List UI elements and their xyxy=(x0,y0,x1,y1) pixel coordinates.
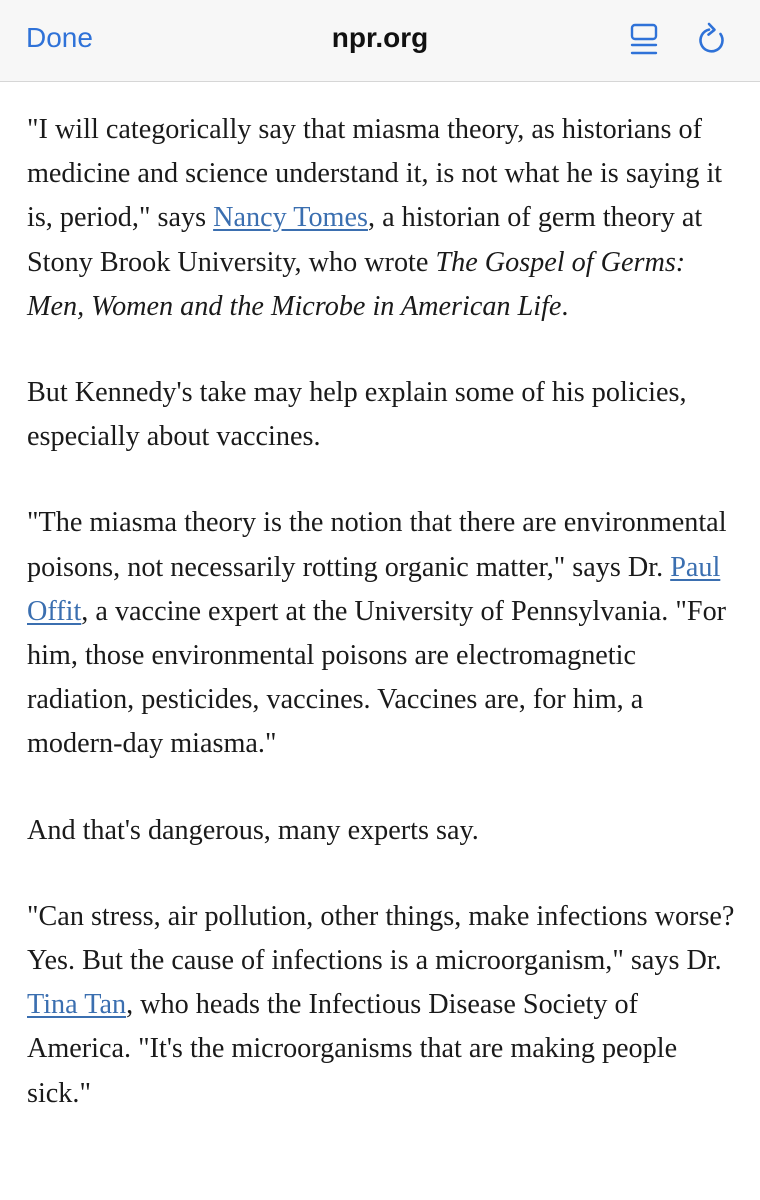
book-title: The Gospel of Germs: Men, Women and the Microbe in American Life xyxy=(27,246,686,322)
paragraph-3 xyxy=(27,501,737,766)
site-title: npr.org xyxy=(331,22,429,53)
link-paul-offit[interactable]: Paul Offit xyxy=(27,551,721,627)
link-nancy-tomes[interactable]: Nancy Tomes xyxy=(213,202,368,234)
paragraph-2: But Kennedy's take may help explain some of his policies, especially about vaccines. xyxy=(27,377,687,453)
paragraph-text: "Can stress, air pollution, other things, make infections worse? Yes. But the cause of infections is a microorganism," says Dr. xyxy=(27,900,735,977)
paragraph-5 xyxy=(27,895,737,1116)
paragraph-text: , who heads the Infectious Disease Society of America. "It's the microorganisms that are making people sick." xyxy=(27,989,678,1109)
paragraph-text: "The miasma theory is the notion that there are environmental poisons, not necessarily rotting organic matter," says Dr. xyxy=(27,507,727,583)
reader-view-icon xyxy=(626,22,662,58)
paragraph-text: . xyxy=(561,290,569,322)
paragraph-text: , a vaccine expert at the University of Pennsylvania. "For him, those environmental poisons are electromagnetic radiation, pesticides, vaccines. Vaccines are, for him, a modern-day miasma." xyxy=(27,595,727,760)
link-tina-tan[interactable]: Tina Tan xyxy=(27,989,127,1021)
reload-icon xyxy=(692,20,732,60)
reload-button[interactable] xyxy=(692,20,732,60)
paragraph-1 xyxy=(27,108,737,329)
browser-toolbar xyxy=(0,0,760,82)
done-button[interactable]: Done xyxy=(26,22,93,53)
paragraph-text: , a historian of germ theory at Stony Brook University, who wrote xyxy=(27,202,703,278)
paragraph-text: "I will categorically say that miasma theory, as historians of medicine and science understand it, is not what he is saying it is, period," says xyxy=(27,114,723,234)
reader-view-button[interactable] xyxy=(626,22,662,58)
article-body xyxy=(27,108,737,1158)
paragraph-4: And that's dangerous, many experts say. xyxy=(27,814,479,846)
